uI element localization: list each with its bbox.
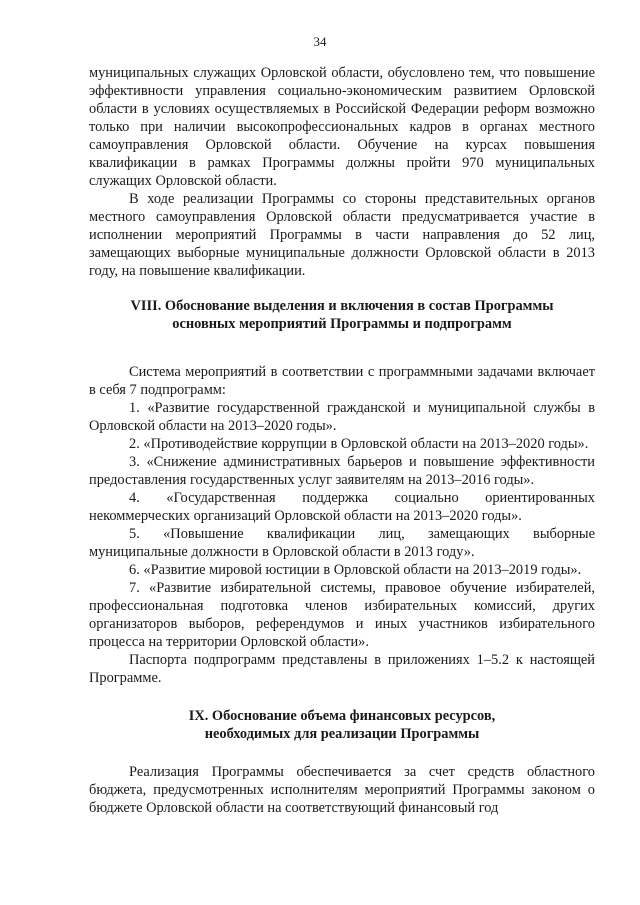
subprogram-item-2: 2. «Противодействие коррупции в Орловской области на 2013–2020 годы».: [129, 436, 589, 452]
subprogram-item-3: 3. «Снижение административных барьеров и повышение эффективности предоставления государственных услуг заявителям на 2013–2016 годы».: [89, 454, 595, 488]
section-9-heading: [89, 707, 595, 743]
section-9-title-line1: IX. Обоснование объема финансовых ресурсов,: [188, 708, 496, 724]
subprogram-item-6: 6. «Развитие мировой юстиции в Орловской области на 2013–2019 годы».: [129, 562, 582, 578]
subprogram-item-1: 1. «Развитие государственной гражданской и муниципальной службы в Орловской области на 2013–2020 годы».: [89, 400, 595, 434]
subprogram-passports: Паспорта подпрограмм представлены в приложениях 1–5.2 к настоящей Программе.: [89, 652, 595, 686]
page-number: 34: [313, 34, 327, 49]
section-8-title-line1: VIII. Обоснование выделения и включения в состав Программы: [130, 298, 554, 314]
subprogram-item-5: 5. «Повышение квалификации лиц, замещающих выборные муниципальные должности в Орловской области в 2013 году».: [89, 526, 595, 560]
section-9-title-line2: необходимых для реализации Программы: [204, 726, 480, 742]
financing-paragraph: Реализация Программы обеспечивается за счет средств областного бюджета, предусмотренных исполнителям мероприятий Программы законом о бюджете Орловской области на соответствующий финансовый год: [89, 764, 595, 816]
section-8-title-line2: основных мероприятий Программы и подпрограмм: [172, 316, 512, 332]
paragraph-cadre-training: муниципальных служащих Орловской области, обусловлено тем, что повышение эффективности управления социально-экономическим развитием Орловской области в условиях осуществляемых в Российской Федерации реформ возможно только при наличии высокопрофессиональных кадров в органах местного самоуправления Орловской области. Обучение на курсах повышения квалификации в рамках Программы должны пройти 970 муниципальных служащих Орловской области.: [89, 65, 595, 189]
section-8-heading: [89, 297, 595, 333]
document-body: [89, 64, 595, 817]
subprogram-item-7: 7. «Развитие избирательной системы, правовое обучение избирателей, профессиональная подготовка членов избирательных комиссий, других организаторов выборов, референдумов и иных участников избирательного процесса на территории Орловской области».: [89, 580, 595, 650]
subprogram-item-4: 4. «Государственная поддержка социально ориентированных некоммерческих организаций Орловской области на 2013–2020 годы».: [89, 490, 595, 524]
paragraph-representative-bodies: В ходе реализации Программы со стороны представительных органов местного самоуправления Орловской области предусматривается участие в исполнении мероприятий Программы в части направления до 52 лиц, замещающих выборные муниципальные должности Орловской области в 2013 году, на повышение квалификации.: [89, 191, 595, 279]
subprograms-intro: Система мероприятий в соответствии с программными задачами включает в себя 7 подпрограмм:: [89, 364, 595, 398]
